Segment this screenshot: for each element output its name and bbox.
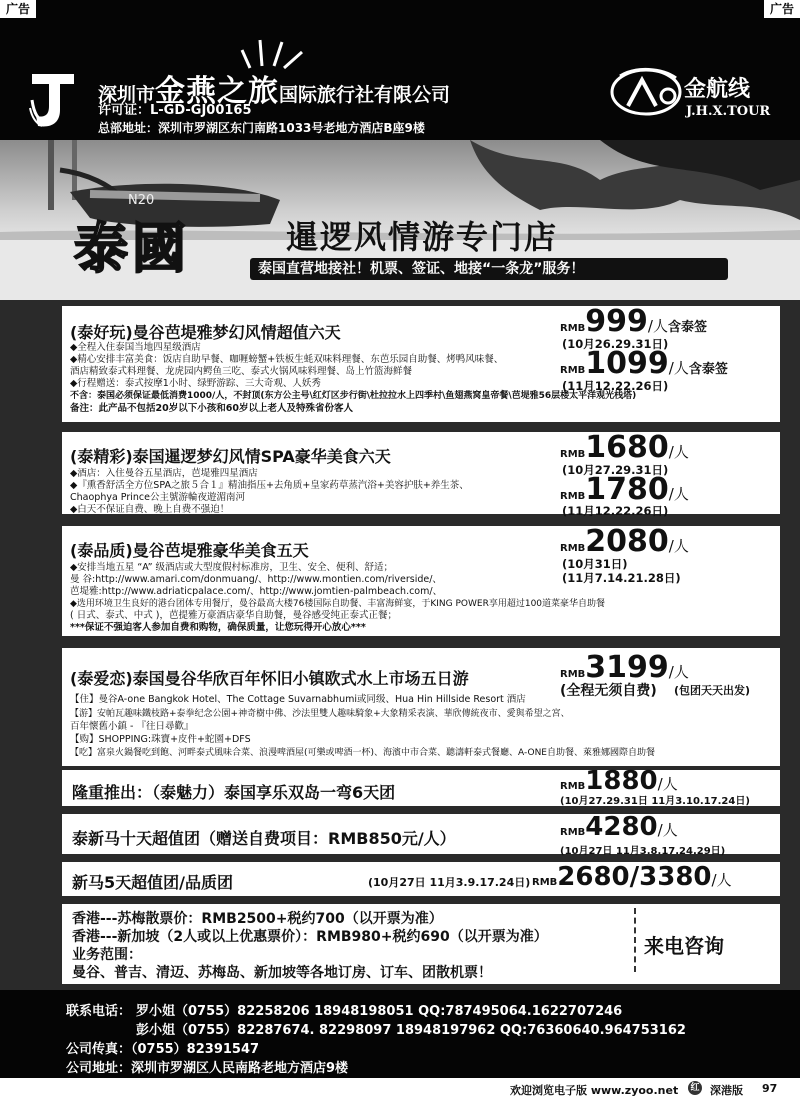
product-detail: ◆全程入住泰国当地四星级酒店 (70, 342, 201, 353)
call-to-consult: 来电咨询 (644, 934, 724, 958)
per-person: /人 (657, 775, 678, 793)
currency: RMB (560, 543, 586, 554)
hk-business-scope: 曼谷、普吉、清迈、苏梅岛、新加坡等各地订房、订车、团散机票！ (72, 965, 492, 981)
price-subnote-2: (包团天天出发) (674, 684, 751, 697)
per-person: /人 (657, 821, 678, 839)
product-card-2 (62, 426, 780, 518)
price-amount: 1780 (585, 472, 669, 507)
hq-address: 总部地址：深圳市罗湖区东门南路1033号老地方酒店B座9楼 (98, 121, 425, 135)
company-brand: 金燕之旅 (155, 74, 280, 109)
product-detail: 【游】安帕瓦趣味鐵枝路+泰拳纪念公園+神奇樹中佛、沙法里雙人趣味騎象+大象精采表演、華欣傳統夜市、愛與希望之宮、 (70, 709, 570, 719)
currency: RMB (560, 491, 586, 502)
price-amount: 2080 (585, 524, 669, 559)
per-person: /人 (668, 485, 689, 503)
contact-section (0, 990, 800, 1078)
currency: RMB (560, 323, 586, 334)
per-person: /人 (668, 537, 689, 555)
hk-line: 香港---苏梅散票价：RMB2500+税约700（以开票为准） (72, 911, 443, 927)
company-prefix: 深圳市 (98, 84, 156, 106)
departure-dates: (11月12.22.26日) (562, 379, 669, 393)
service-slogan: 泰国直营地接社！机票、签证、地接“一条龙”服务！ (250, 258, 728, 280)
price-tag (560, 472, 689, 507)
currency: RMB (560, 827, 586, 838)
product-detail: ◆『熏香舒活全方位SPA之旅５合１』精油指压+去角质+皇家药草蒸汽浴+美容护肤+养生茶、 (70, 480, 469, 491)
departure-dates: (10月26.29.31日) (562, 337, 669, 351)
product-title: (泰精彩)泰国暹逻梦幻风情SPA豪华美食六天 (70, 447, 391, 466)
price-amount: 2680/3380 (557, 862, 712, 892)
hk-business-label: 业务范围： (72, 947, 142, 963)
departure-dates: (10月31日) (562, 557, 628, 571)
hk-ticket-block (62, 904, 780, 984)
currency: RMB (560, 669, 586, 680)
ad-label-left: 广告 (0, 0, 36, 18)
product-remark: 备注：此产品不包括20岁以下小孩和60岁以上老人及特殊省份客人 (70, 403, 353, 414)
price-amount: 1680 (585, 430, 669, 465)
office-address: 公司地址：深圳市罗湖区人民南路老地方酒店9楼 (66, 1061, 349, 1076)
phone-label: 联系电话： (66, 1004, 132, 1019)
partner-name-cn: 金航线 (684, 76, 751, 102)
price-amount: 999 (585, 304, 648, 339)
header (0, 0, 800, 140)
shop-title: 暹逻风情游专门店 (286, 218, 559, 256)
currency: RMB (560, 781, 586, 792)
company-suffix: 国际旅行社有限公司 (279, 84, 451, 106)
price-amount: 4280 (585, 812, 658, 842)
product-detail: 芭堤雅:http://www.adriaticpalace.com/、http://www.jomtien-palmbeach.com/、 (70, 586, 443, 597)
promo-bar-3 (62, 862, 780, 896)
price-tag (560, 430, 689, 465)
price-subnote: (全程无须自费) (560, 683, 657, 699)
product-detail: ◆精心安排丰富美食：饭店自助早餐、咖喱螃蟹+铁板生蚝双味料理餐、东芭乐园自助餐、烤鸭风味餐、 (70, 354, 504, 365)
license-number: 许可证：L-GD-GJ00165 (98, 103, 252, 118)
product-detail: 百年懷舊小鎮 - 『往日尋歡』 (70, 721, 194, 732)
product-detail: 酒店精致泰式料理餐、龙虎园内鳄鱼三吃、泰式火锅风味料理餐、岛上竹篮海鲜餐 (70, 366, 413, 377)
price-tag (560, 346, 728, 381)
per-person: /人 (668, 359, 689, 377)
currency: RMB (532, 877, 558, 888)
promo-bar-2 (62, 812, 780, 857)
product-detail: 【住】曼谷A-one Bangkok Hotel、The Cottage Suvarnabhumi或同级、Hua Hin Hillside Resort 酒店 (70, 694, 526, 705)
product-title: (泰品质)曼谷芭堤雅豪华美食五天 (70, 541, 309, 560)
page-number: 97 (762, 1082, 778, 1095)
product-detail: ◆白天不保证自费、晚上自费不强迫！ (70, 504, 230, 515)
price-tag (560, 304, 707, 339)
fax-line: 公司传真：（0755）82391547 (66, 1042, 260, 1057)
banner (0, 140, 800, 300)
currency: RMB (560, 365, 586, 376)
phone-line-1: 罗小姐（0755）82258206 18948198051 QQ:787495064.1622707246 (136, 1004, 623, 1019)
edition-name: 深港版 (710, 1084, 743, 1097)
product-title: (泰爱恋)泰国曼谷华欣百年怀旧小镇欧式水上市场五日游 (70, 669, 469, 688)
product-card-4 (62, 642, 780, 770)
product-detail: ◆安排当地五星 “A” 级酒店或大型度假村标准房，卫生、安全、便利、舒适； (70, 562, 394, 573)
promo-title: 新马5天超值团/品质团 (72, 873, 233, 892)
price-amount: 1880 (585, 766, 658, 796)
product-detail: 曼 谷:http://www.amari.com/donmuang/、http://www.montien.com/riverside/、 (70, 574, 442, 585)
departure-dates: (10月27日 11月3.8.17.24.29日) (560, 846, 726, 857)
product-detail: 【吃】富泉火鍋餐吃到飽、河畔泰式風味合菜、浪漫啤酒屋(可樂或啤酒一杯)、海濱中市合菜、聽濤軒泰式餐廳、A-ONE自助餐、萊雅娜國際自助餐 (70, 748, 655, 758)
promo-bar-1 (62, 766, 780, 807)
partner-name-en: J.H.X.TOUR (686, 104, 771, 119)
product-excludes: 不含：泰国必须保证最低消费1000/人，不封顶(东方公主号\红灯区步行街\杜拉拉水上四季村\鱼翅燕窝皇帝餐\芭堤雅56层楼太平洋观光栈塔) (70, 391, 637, 401)
price-amount: 1099 (585, 346, 669, 381)
price-tag (532, 862, 732, 892)
promo-title: 泰新马十天超值团（赠送自费项目：RMB850元/人） (72, 829, 456, 848)
departure-dates: (10月27.29.31日) (562, 463, 669, 477)
boat-number: N20 (128, 193, 155, 208)
promo-title: 隆重推出：（泰魅力）泰国享乐双岛一弯6天团 (72, 783, 396, 802)
price-amount: 3199 (585, 650, 669, 685)
phone-line-2: 彭小姐（0755）82287674. 82298097 18948197962 QQ:76360640.964753162 (136, 1023, 686, 1038)
sparkle-icon (240, 36, 310, 72)
ad-label-right: 广告 (764, 0, 800, 18)
departure-dates: (10月27.29.31日 11月3.10.17.24日) (560, 796, 750, 807)
price-tag (560, 812, 678, 842)
product-title: (泰好玩)曼谷芭堤雅梦幻风情超值六天 (70, 323, 341, 342)
product-detail: ◆酒店：入住曼谷五星酒店，芭堤雅四星酒店 (70, 468, 258, 479)
departure-dates: (11月12.22.26日) (562, 504, 669, 518)
price-tag (560, 524, 689, 559)
departure-dates: (11月7.14.21.28日) (562, 571, 681, 585)
product-card-1 (62, 300, 780, 426)
page-footer (0, 1078, 800, 1100)
browse-url: 欢迎浏览电子版 www.zyoo.net (510, 1084, 679, 1097)
hk-line: 香港---新加坡（2人或以上优惠票价）：RMB980+税约690（以开票为准） (72, 929, 548, 945)
price-note: 含泰签 (688, 362, 728, 377)
product-card-3 (62, 520, 780, 640)
product-detail: ◆选用环境卫生良好的港台团体专用餐厅，曼谷最高大楼76楼国际自助餐、丰富海鲜宴，于KING POWER享用超过100道菜豪华自助餐 (70, 599, 606, 609)
product-detail: 【购】SHOPPING:珠寶+皮件+蛇園+DFS (70, 734, 251, 745)
per-person: /人 (647, 317, 668, 335)
edition-badge-icon: 红 (688, 1081, 702, 1095)
product-guarantee: ***保证不强迫客人参加自费和购物，确保质量，让您玩得开心放心*** (70, 622, 366, 633)
product-detail: ◆行程赠送：泰式按摩1小时、绿野游踪、三大奇观、人妖秀 (70, 378, 321, 389)
country-title: 泰國 (74, 216, 190, 280)
price-note: 含泰签 (667, 320, 707, 335)
currency: RMB (560, 449, 586, 460)
product-detail: ( 日式、泰式、中式 )，芭提雅万豪酒店豪华自助餐，曼谷感受纯正泰式正餐； (70, 610, 397, 621)
product-detail: Chaophya Prince公主號游輪夜遊湄南河 (70, 492, 245, 503)
per-person: /人 (668, 443, 689, 461)
departure-dates: (10月27日 11月3.9.17.24日) (368, 876, 531, 889)
per-person: /人 (711, 871, 732, 889)
company-logo-icon (28, 70, 78, 130)
per-person: /人 (668, 663, 689, 681)
